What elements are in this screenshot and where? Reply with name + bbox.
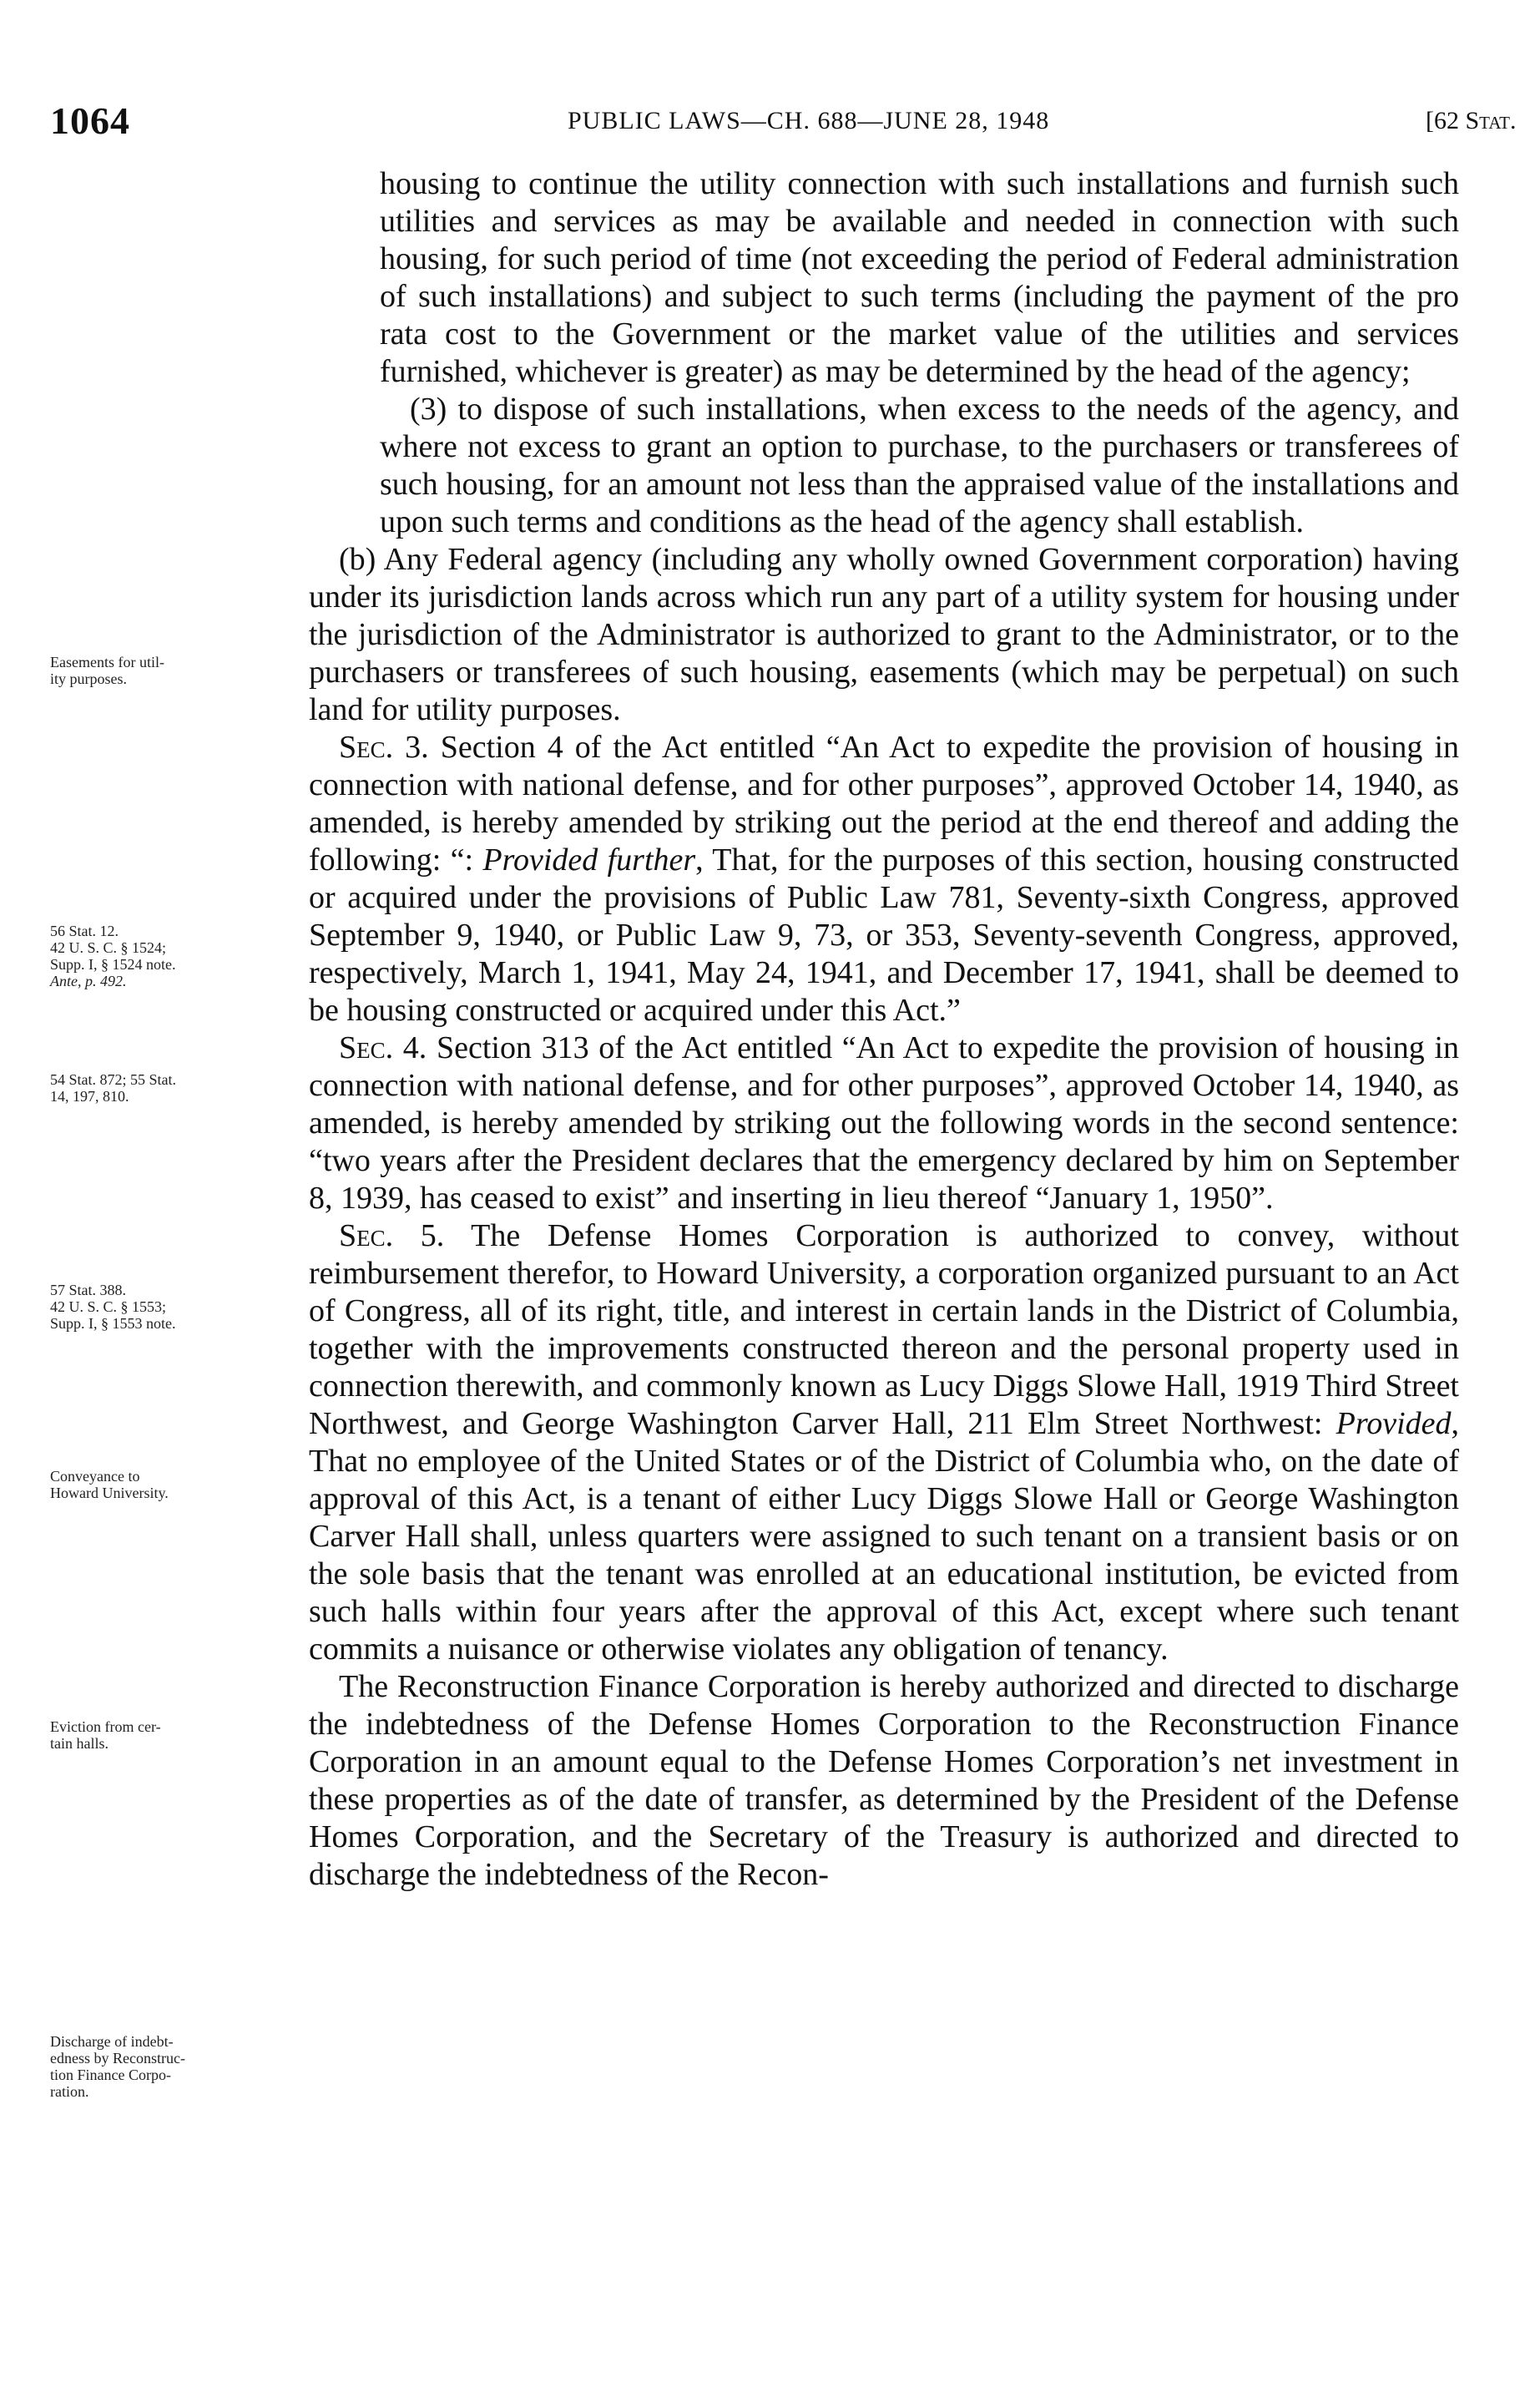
margin-note-line: 42 U. S. C. § 1553;	[50, 1298, 167, 1315]
margin-note-conveyance	[50, 1468, 288, 1501]
section-label: Sec. 5.	[339, 1218, 445, 1253]
margin-note-line: edness by Reconstruc-	[50, 2050, 185, 2067]
paragraph-section-4	[309, 1029, 1459, 1217]
margin-note-line: tain halls.	[50, 1735, 109, 1752]
margin-note-line: ity purposes.	[50, 670, 127, 687]
statute-reference: [62 Stat.	[1426, 107, 1517, 134]
margin-note-line: tion Finance Corpo-	[50, 2067, 171, 2083]
section-label: Sec. 4.	[339, 1030, 427, 1065]
margin-note-line: 54 Stat. 872; 55 Stat.	[50, 1071, 177, 1088]
margin-note-line: Howard University.	[50, 1485, 169, 1501]
margin-note-discharge	[50, 2033, 288, 2100]
section-text: , That no employee of the United States or of the District of Columbia who, on the date of approval of this Act, is a tenant of either Lucy Diggs Slowe Hall or George Washington Carver Hall shall, unless quarters were assigned to such tenant on a transient basis or on the sole basis that the tenant was enrolled at an educational institution, be evicted from such halls within four years after the approval of this Act, except where such tenant commits a nuisance or otherwise violates any obligation of tenancy.	[309, 1406, 1460, 1667]
margin-note-line: 56 Stat. 12.	[50, 923, 119, 939]
margin-note-line: 57 Stat. 388.	[50, 1282, 127, 1298]
margin-note-line: Conveyance to	[50, 1468, 140, 1485]
section-text: The Defense Homes Corporation is authorized to convey, without reimbursement therefor, to Howard University, a corporation organized pursuant to an Act of Congress, all of its right, title, and interest in certain lands in the District of Columbia, together with the improvements constructed thereon and the personal property used in connection therewith, and commonly known as Lucy Diggs Slowe Hall, 1919 Third Street Northwest, and George Washington Carver Hall, 211 Elm Street Northwest:	[309, 1218, 1459, 1441]
paragraph-subsection-b: (b) Any Federal agency (including any wholly owned Government corporation) having under its jurisdiction lands across which run any part of a utility system for housing under the jurisdiction of the Administrator is authorized to grant to the Administrator, or to the purchasers or transferees of such housing, easements (which may be perpetual) on such land for utility purposes.	[309, 542, 1459, 727]
section-text: Section 313 of the Act entitled “An Act to expedite the provision of housing in connection with national defense, and for other purposes”, approved October 14, 1940, as amended, is hereby amended by striking out the following words in the second sentence: “two years after the President declares that the emergency declared by him on September 8, 1939, has ceased to exist” and inserting in lieu thereof “January 1, 1950”.	[309, 1030, 1460, 1216]
section-text: Section 4 of the Act entitled “An Act to expedite the provision of housing in connection with national defense, and for other purposes”, approved October 14, 1940, as amended, is hereby amended by striking out the period at the end thereof and adding the following: “:	[309, 730, 1460, 878]
margin-note-line: Supp. I, § 1524 note.	[50, 956, 176, 973]
paragraph-section-5	[309, 1217, 1459, 1668]
paragraph-section-3	[309, 729, 1459, 1029]
running-head: PUBLIC LAWS—CH. 688—JUNE 28, 1948	[568, 107, 1050, 134]
section-text: , That, for the purposes of this section, housing constructed or acquired under the provisions of Public Law 781, Seventy-sixth Congress, approved September 9, 1940, or Public Law 9, 73, or 353, Seventy-seventh Congress, approved, respectively, March 1, 1941, May 24, 1941, and December 17, 1941, shall be deemed to be housing constructed or acquired under this Act.”	[309, 842, 1460, 1028]
margin-note-line: 42 U. S. C. § 1524;	[50, 939, 167, 956]
margin-note-line: Eviction from cer-	[50, 1718, 161, 1735]
margin-note-eviction	[50, 1718, 288, 1752]
proviso: Provided	[1336, 1406, 1452, 1441]
margin-note-line: Discharge of indebt-	[50, 2033, 174, 2050]
margin-note-citation-57	[50, 1282, 288, 1332]
paragraph-clause-3: (3) to dispose of such installations, when excess to the needs of the agency, and where not excess to grant an option to purchase, to the purchasers or transferees of such housing, for an amount not less than the appraised value of the installations and upon such terms and conditions as the head of the agency shall establish.	[380, 392, 1459, 539]
margin-note-line: Ante, p. 492.	[50, 973, 127, 989]
page-header	[50, 99, 1517, 149]
proviso: Provided further	[482, 842, 696, 878]
margin-note-line: Supp. I, § 1553 note.	[50, 1315, 176, 1332]
body-text	[309, 165, 1459, 1894]
page-number: 1064	[50, 99, 130, 142]
margin-note-citation-56	[50, 923, 288, 989]
margin-note-line: 14, 197, 810.	[50, 1088, 129, 1105]
paragraph-continuation: housing to continue the utility connection with such installations and furnish such utilities and services as may be available and needed in connection with such housing, for such period of time (not exceeding the period of Federal administration of such installations) and subject to such terms (including the payment of the pro rata cost to the Government or the market value of the utilities and services furnished, whichever is greater) as may be determined by the head of the agency;	[380, 166, 1459, 389]
margin-note-line: ration.	[50, 2083, 89, 2100]
margin-note-easements	[50, 654, 288, 687]
margin-note-citation-54	[50, 1071, 288, 1105]
margin-note-line: Easements for util-	[50, 654, 164, 670]
section-label: Sec. 3.	[339, 730, 429, 765]
paragraph-rfc-discharge: The Reconstruction Finance Corporation is hereby authorized and directed to discharge the indebtedness of the Defense Homes Corporation to the Reconstruction Finance Corporation in an amount equal to the Defense Homes Corporation’s net investment in these properties as of the date of transfer, as determined by the President of the Defense Homes Corporation, and the Secretary of the Treasury is authorized and directed to discharge the indebtedness of the Recon-	[309, 1669, 1459, 1892]
